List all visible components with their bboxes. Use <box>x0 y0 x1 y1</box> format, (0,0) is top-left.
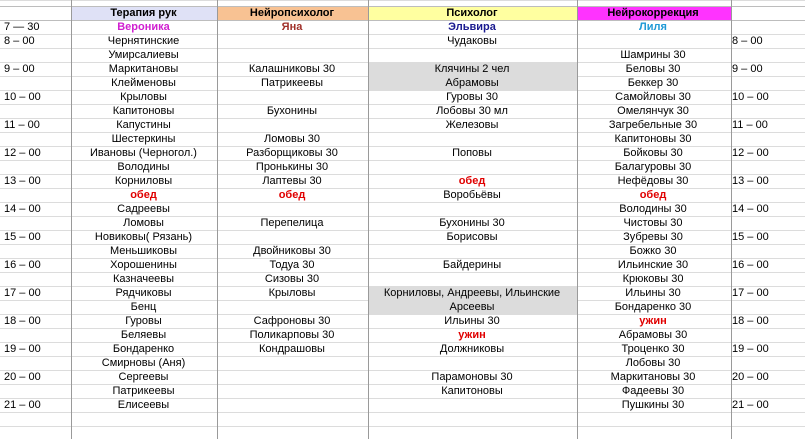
cell-therapy[interactable]: Елисеевы <box>117 399 170 411</box>
cell-neurocorr[interactable]: Пушкины 30 <box>621 399 685 411</box>
table-row <box>0 146 805 160</box>
cell-time-right[interactable] <box>732 412 805 426</box>
cell-time[interactable] <box>4 384 70 398</box>
cell-neuropsych[interactable]: Патрикеевы <box>260 77 323 89</box>
cell-time[interactable]: 11 – 00 <box>4 119 40 131</box>
cell-therapy[interactable]: Шестеркины <box>111 133 176 145</box>
cell-neuropsych[interactable]: Сафроновы 30 <box>253 315 331 327</box>
cell-neurocorr[interactable]: Омелянчук 30 <box>617 105 689 117</box>
cell-time-right[interactable] <box>732 160 805 174</box>
cell-psych[interactable] <box>368 356 576 370</box>
table-row <box>0 188 805 202</box>
table-row <box>0 202 805 216</box>
cell-therapy[interactable]: Рядчиковы <box>115 287 172 299</box>
cell-therapy[interactable]: Гуровы <box>125 315 162 327</box>
cell-psych[interactable]: Гуровы 30 <box>446 91 498 103</box>
cell-neuropsych[interactable]: Сизовы 30 <box>264 273 320 285</box>
cell-time-right[interactable]: 12 – 00 <box>732 147 769 159</box>
cell-therapy[interactable]: Бондаренко <box>112 343 175 355</box>
cell-time[interactable]: 15 – 00 <box>4 231 41 243</box>
cell-psych[interactable]: Эльвира <box>448 21 496 33</box>
cell-neurocorr[interactable]: Чистовы 30 <box>623 217 683 229</box>
cell-time-right[interactable]: 15 – 00 <box>732 231 769 243</box>
cell-time-right[interactable] <box>732 76 805 90</box>
cell-time-right[interactable]: 8 – 00 <box>732 35 763 47</box>
cell-time[interactable] <box>4 216 70 230</box>
cell-therapy[interactable]: Володины <box>117 161 170 173</box>
cell-psych[interactable]: Арсеевы <box>449 301 495 313</box>
cell-time-right[interactable]: 11 – 00 <box>732 119 768 131</box>
cell-time[interactable]: 14 – 00 <box>4 203 41 215</box>
cell-neurocorr[interactable]: ужин <box>639 315 667 327</box>
cell-neurocorr[interactable]: Троценко 30 <box>621 343 685 355</box>
table-row <box>0 328 805 342</box>
cell-time-right[interactable] <box>732 20 805 34</box>
cell-neurocorr[interactable] <box>577 412 729 426</box>
cell-therapy[interactable]: обед <box>130 189 157 201</box>
cell-neurocorr[interactable]: Беккер 30 <box>627 77 679 89</box>
cell-psych[interactable]: Должниковы <box>439 343 505 355</box>
cell-neuropsych[interactable] <box>217 384 367 398</box>
cell-time[interactable]: 20 – 00 <box>4 371 41 383</box>
cell-neurocorr[interactable] <box>577 34 729 48</box>
cell-time-right[interactable]: 20 – 00 <box>732 371 769 383</box>
cell-therapy[interactable]: Беляевы <box>120 329 167 341</box>
cell-time-right[interactable]: 10 – 00 <box>732 91 769 103</box>
cell-therapy[interactable]: Клейменовы <box>111 77 176 89</box>
cell-therapy[interactable]: Капустины <box>116 119 171 131</box>
table-row <box>0 272 805 286</box>
cell-time[interactable] <box>4 272 70 286</box>
column-header-therapy[interactable]: Терапия рук <box>110 7 177 19</box>
cell-neuropsych[interactable]: Перепелица <box>260 217 324 229</box>
cell-neurocorr[interactable]: Ильины 30 <box>625 287 681 299</box>
cell-psych[interactable]: Байдерины <box>442 259 502 271</box>
cell-neurocorr[interactable]: Ильинские 30 <box>617 259 689 271</box>
cell-neuropsych[interactable] <box>217 90 367 104</box>
table-row <box>0 62 805 76</box>
cell-therapy[interactable]: Ивановы (Черногол.) <box>90 147 197 159</box>
table-row <box>0 244 805 258</box>
cell-neurocorr[interactable]: Капитоновы 30 <box>614 133 692 145</box>
cell-neurocorr[interactable]: Абрамовы 30 <box>618 329 688 341</box>
cell-therapy[interactable]: Корниловы <box>114 175 173 187</box>
cell-neuropsych[interactable]: Кондрашовы <box>259 343 325 355</box>
table-row <box>0 132 805 146</box>
cell-neurocorr[interactable]: Самойловы 30 <box>615 91 691 103</box>
cell-neurocorr[interactable]: Володины 30 <box>619 203 687 215</box>
cell-neuropsych[interactable] <box>217 300 367 314</box>
cell-neuropsych[interactable]: Тодуа 30 <box>269 259 315 271</box>
cell-therapy[interactable]: Смирновы (Аня) <box>101 357 186 369</box>
cell-time[interactable] <box>4 412 70 426</box>
cell-neuropsych[interactable]: Лаптевы 30 <box>262 175 322 187</box>
cell-time-right[interactable]: 9 – 00 <box>732 63 763 75</box>
cell-time[interactable]: 10 – 00 <box>4 91 41 103</box>
cell-time-right[interactable] <box>732 188 805 202</box>
cell-time[interactable] <box>4 188 70 202</box>
cell-time[interactable]: 21 – 00 <box>4 399 41 411</box>
table-row <box>0 216 805 230</box>
cell-psych[interactable] <box>368 398 576 412</box>
cell-neuropsych[interactable]: Калашниковы 30 <box>248 63 336 75</box>
cell-time-right[interactable] <box>732 356 805 370</box>
cell-psych[interactable]: Борисовы <box>446 231 498 243</box>
cell-time-right[interactable]: 14 – 00 <box>732 203 769 215</box>
cell-time-right[interactable]: 21 – 00 <box>732 399 769 411</box>
cell-neuropsych[interactable]: Пронькины 30 <box>255 161 329 173</box>
cell-neurocorr[interactable]: Бондаренко 30 <box>614 301 692 313</box>
cell-psych[interactable]: Капитоновы <box>441 385 503 397</box>
table-row <box>0 160 805 174</box>
column-header-neurocorr[interactable]: Нейрокоррекция <box>607 7 699 19</box>
cell-time-right[interactable] <box>732 384 805 398</box>
cell-time[interactable]: 7 — 30 <box>4 21 40 33</box>
cell-time[interactable] <box>4 328 70 342</box>
cell-time-right[interactable] <box>732 272 805 286</box>
cell-time[interactable] <box>4 76 70 90</box>
cell-neuropsych[interactable] <box>217 202 367 216</box>
cell-time-right[interactable]: 19 – 00 <box>732 343 769 355</box>
cell-neuropsych[interactable] <box>217 412 367 426</box>
cell-time[interactable] <box>4 160 70 174</box>
cell-psych[interactable]: Лобовы 30 мл <box>436 105 508 117</box>
cell-time[interactable]: 8 – 00 <box>4 35 35 47</box>
cell-time-right[interactable]: 13 – 00 <box>732 175 769 187</box>
cell-therapy[interactable]: Хорошенины <box>110 259 177 271</box>
cell-neurocorr[interactable]: Фадеевы 30 <box>621 385 685 397</box>
cell-therapy[interactable]: Садреевы <box>117 203 170 215</box>
cell-time[interactable] <box>4 104 70 118</box>
table-row <box>0 286 805 300</box>
table-row <box>0 230 805 244</box>
table-row <box>0 174 805 188</box>
cell-neuropsych[interactable]: Бухонины <box>266 105 318 117</box>
table-row <box>0 34 805 48</box>
row-divider <box>0 426 805 427</box>
table-row <box>0 342 805 356</box>
cell-therapy[interactable]: Маркитановы <box>108 63 179 75</box>
cell-time[interactable]: 18 – 00 <box>4 315 41 327</box>
cell-psych[interactable] <box>368 160 576 174</box>
cell-psych[interactable] <box>368 202 576 216</box>
cell-time-right[interactable] <box>732 328 805 342</box>
table-row <box>0 300 805 314</box>
cell-time-right[interactable]: 17 – 00 <box>732 287 769 299</box>
cell-therapy[interactable]: Капитоновы <box>112 105 175 117</box>
cell-neuropsych[interactable] <box>217 34 367 48</box>
cell-neurocorr[interactable]: Беловы 30 <box>625 63 681 75</box>
cell-time[interactable] <box>4 48 70 62</box>
cell-psych[interactable] <box>368 412 576 426</box>
cell-psych[interactable]: Парамоновы 30 <box>431 371 513 383</box>
cell-time[interactable]: 17 – 00 <box>4 287 41 299</box>
table-row <box>0 118 805 132</box>
cell-neurocorr[interactable]: обед <box>639 189 667 201</box>
cell-time[interactable]: 19 – 00 <box>4 343 41 355</box>
cell-neuropsych[interactable] <box>217 48 367 62</box>
cell-therapy[interactable]: Крыловы <box>120 91 167 103</box>
table-row <box>0 370 805 384</box>
cell-time[interactable] <box>4 132 70 146</box>
cell-time-right[interactable] <box>732 300 805 314</box>
cell-neuropsych[interactable]: Поликарповы 30 <box>249 329 335 341</box>
cell-therapy[interactable] <box>71 412 216 426</box>
table-row <box>0 314 805 328</box>
cell-neuropsych[interactable]: Яна <box>281 21 303 33</box>
cell-neurocorr[interactable]: Крюковы 30 <box>622 273 684 285</box>
row-divider <box>0 0 805 1</box>
cell-neuropsych[interactable]: Двойниковы 30 <box>253 245 331 257</box>
cell-time-right[interactable] <box>732 244 805 258</box>
cell-neurocorr[interactable]: Лиля <box>639 21 667 33</box>
cell-therapy[interactable]: Казначеевы <box>112 273 175 285</box>
cell-neuropsych[interactable] <box>217 398 367 412</box>
cell-neurocorr[interactable]: Бойковы 30 <box>623 147 683 159</box>
table-row <box>0 20 805 34</box>
cell-psych[interactable] <box>368 272 576 286</box>
cell-neuropsych[interactable] <box>217 118 367 132</box>
cell-therapy[interactable]: Патрикеевы <box>112 385 175 397</box>
cell-therapy[interactable]: Чернятинские <box>107 35 180 47</box>
cell-therapy[interactable]: Умирсалиевы <box>108 49 179 61</box>
cell-time-right[interactable]: 18 – 00 <box>732 315 769 327</box>
cell-time[interactable]: 13 – 00 <box>4 175 41 187</box>
cell-time-right[interactable] <box>732 104 805 118</box>
cell-neurocorr[interactable]: Загребельные 30 <box>608 119 698 131</box>
cell-neurocorr[interactable]: Шамрины 30 <box>620 49 686 61</box>
cell-time-right[interactable] <box>732 48 805 62</box>
cell-time[interactable] <box>4 244 70 258</box>
cell-psych[interactable]: Поповы <box>452 147 492 159</box>
cell-psych[interactable] <box>368 244 576 258</box>
table-row <box>0 104 805 118</box>
cell-psych[interactable]: Ильины 30 <box>444 315 500 327</box>
cell-psych[interactable]: Абрамовы <box>445 77 499 89</box>
cell-psych[interactable]: Чудаковы <box>447 35 497 47</box>
cell-neuropsych[interactable] <box>217 370 367 384</box>
cell-psych[interactable]: Воробьёвы <box>443 189 501 201</box>
table-row <box>0 48 805 62</box>
table-row <box>0 384 805 398</box>
cell-neurocorr[interactable]: Маркитановы 30 <box>610 371 696 383</box>
cell-time-right[interactable]: 16 – 00 <box>732 259 769 271</box>
cell-psych[interactable]: Бухонины 30 <box>439 217 505 229</box>
cell-therapy[interactable]: Бенц <box>130 301 157 313</box>
header-row <box>0 6 805 20</box>
table-row <box>0 398 805 412</box>
cell-neurocorr[interactable]: Лобовы 30 <box>625 357 681 369</box>
cell-psych[interactable]: ужин <box>458 329 486 341</box>
table-row <box>0 412 805 426</box>
cell-neurocorr[interactable]: Балагуровы 30 <box>614 161 692 173</box>
cell-therapy[interactable]: Вероника <box>117 21 170 33</box>
table-row <box>0 76 805 90</box>
cell-neurocorr[interactable]: Нефёдовы 30 <box>617 175 689 187</box>
cell-neuropsych[interactable] <box>217 356 367 370</box>
cell-therapy[interactable]: Сергеевы <box>118 371 169 383</box>
cell-time-right[interactable] <box>732 132 805 146</box>
column-header-time[interactable] <box>4 6 70 20</box>
cell-time[interactable]: 12 – 00 <box>4 147 41 159</box>
cell-neuropsych[interactable]: Разборщиковы 30 <box>246 147 338 159</box>
cell-neuropsych[interactable] <box>217 230 367 244</box>
column-header-psych[interactable]: Психолог <box>446 7 498 19</box>
cell-psych[interactable] <box>368 132 576 146</box>
cell-time[interactable]: 16 – 00 <box>4 259 41 271</box>
cell-psych[interactable]: Клячины 2 чел <box>434 63 510 75</box>
cell-neurocorr[interactable]: Божко 30 <box>629 245 677 257</box>
cell-neuropsych[interactable]: Крыловы <box>268 287 316 299</box>
cell-time[interactable]: 9 – 00 <box>4 63 35 75</box>
cell-psych[interactable] <box>368 48 576 62</box>
table-row <box>0 356 805 370</box>
cell-therapy[interactable]: Ломовы <box>123 217 164 229</box>
cell-therapy[interactable]: Новиковы( Рязань) <box>94 231 193 243</box>
cell-therapy[interactable]: Меньшиковы <box>110 245 177 257</box>
cell-time[interactable] <box>4 356 70 370</box>
cell-time-right[interactable] <box>732 216 805 230</box>
cell-neuropsych[interactable]: обед <box>278 189 306 201</box>
table-row <box>0 90 805 104</box>
column-header-neuropsych[interactable]: Нейропсихолог <box>249 7 335 19</box>
cell-time[interactable] <box>4 300 70 314</box>
cell-psych[interactable]: обед <box>458 175 486 187</box>
cell-psych[interactable]: Железовы <box>445 119 499 131</box>
cell-neuropsych[interactable]: Ломовы 30 <box>263 133 321 145</box>
column-header-time-right[interactable] <box>732 6 805 20</box>
cell-psych[interactable]: Корниловы, Андреевы, Ильинские <box>383 287 561 299</box>
table-row <box>0 258 805 272</box>
cell-neurocorr[interactable]: Зубревы 30 <box>623 231 683 243</box>
